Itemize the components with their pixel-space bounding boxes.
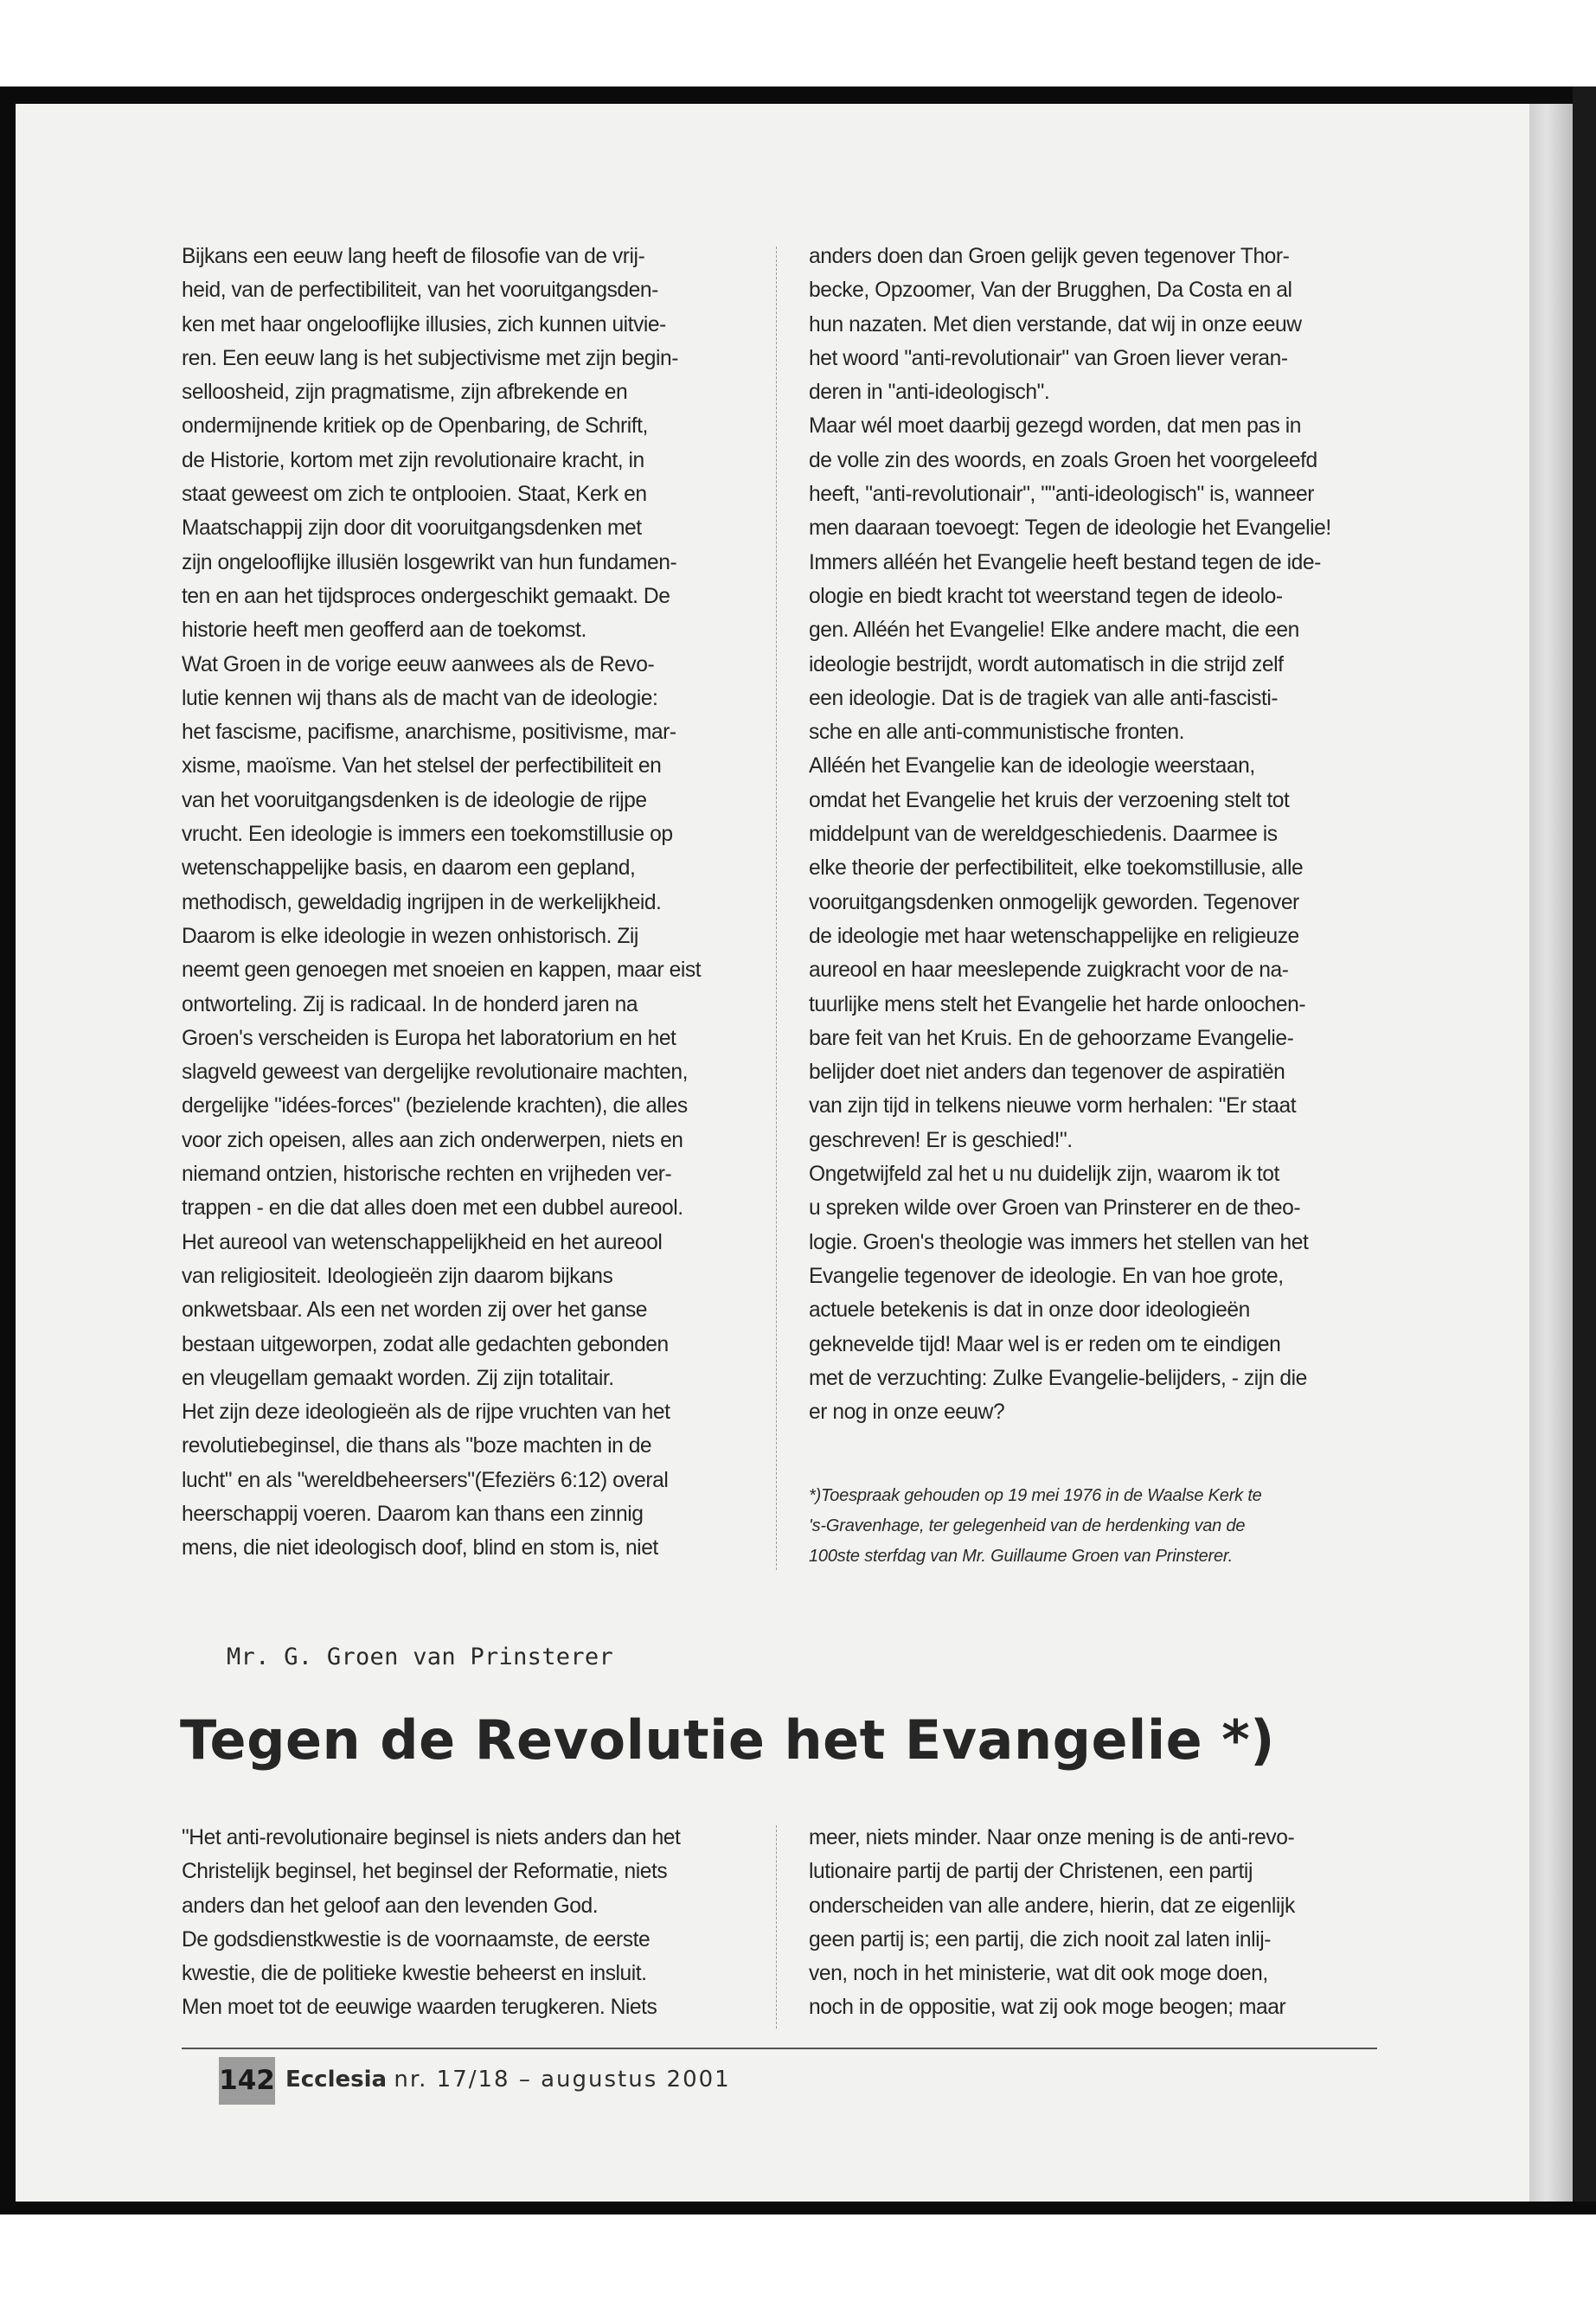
text-line: vrucht. Een ideologie is immers een toekomstillusie op [182,823,673,847]
text-line: dergelijke "idées-forces" (bezielende krachten), die alles [182,1094,688,1118]
portrait-caption: Mr. G. Groen van Prinsterer [227,1644,613,1670]
issue-info: nr. 17/18 – augustus 2001 [394,2067,731,2093]
text-line: Het aureool van wetenschappelijkheid en het aureool [182,1230,663,1254]
text-line: methodisch, geweldadig ingrijpen in de werkelijkheid. [182,890,662,914]
text-line: bare feit van het Kruis. En de gehoorzame Evangelie- [809,1026,1294,1050]
footer-masthead [285,2067,731,2093]
text-line: de volle zin des woords, en zoals Groen het voorgeleefd [809,448,1317,472]
text-line: xisme, maoïsme. Van het stelsel der perfectibiliteit en [182,754,662,779]
text-line: heid, van de perfectibiliteit, van het vooruitgangsden- [182,279,658,303]
text-line: "Het anti-revolutionaire beginsel is niets anders dan het [182,1826,681,1849]
text-line: onderscheiden van alle andere, hierin, dat ze eigenlijk [809,1894,1295,1918]
footer-rule [182,2048,1377,2049]
scan-border-top [0,87,1596,104]
text-line: revolutiebeginsel, die thans als "boze machten in de [182,1434,652,1458]
text-line: trappen - en die dat alles doen met een dubbel aureool. [182,1196,683,1221]
article-column-top-right [809,240,1384,1429]
text-line: en vleugellam gemaakt worden. Zij zijn totalitair. [182,1366,614,1390]
text-line: De godsdienstkwestie is de voornaamste, de eerste [182,1927,651,1952]
column-divider-bottom [776,1825,777,2029]
text-line: het fascisme, pacifisme, anarchisme, positivisme, mar- [182,721,676,745]
text-line: de ideologie met haar wetenschappelijke en religieuze [809,924,1299,948]
text-line: een ideologie. Dat is de tragiek van alle anti-fascisti- [809,686,1279,710]
page-number: 142 [219,2057,275,2105]
text-line: *)Toespraak gehouden op 19 mei 1976 in de Waalse Kerk te [809,1486,1262,1505]
text-line: Bijkans een eeuw lang heeft de filosofie van de vrij- [182,245,645,268]
text-line: lucht" en als "wereldbeheersers"(Efeziërs 6:12) overal [182,1468,669,1492]
text-line: noch in de oppositie, wat zij ook moge beogen; maar [809,1996,1286,2020]
text-line: omdat het Evangelie het kruis der verzoening stelt tot [809,788,1290,812]
text-line: ven, noch in het ministerie, wat dit ook moge doen, [809,1962,1268,1986]
text-line: hun nazaten. Met dien verstande, dat wij in onze eeuw [809,312,1302,336]
text-line: tuurlijke mens stelt het Evangelie het harde onloochen- [809,992,1306,1016]
text-line: van religiositeit. Ideologieën zijn daarom bijkans [182,1264,613,1288]
text-line: slagveld geweest van dergelijke revolutionaire machten, [182,1061,688,1085]
text-line: aureool en haar meeslepende zuigkracht voor de na- [809,958,1289,983]
text-line: vooruitgangsdenken onmogelijk geworden. Tegenover [809,890,1299,914]
text-line: bestaan uitgeworpen, zodat alle gedachten gebonden [182,1332,669,1356]
text-line: staat geweest om zich te ontplooien. Staat, Kerk en [182,483,647,507]
text-line: heerschappij voeren. Daarom kan thans een zinnig [182,1502,644,1526]
text-line: Men moet tot de eeuwige waarden terugkeren. Niets [182,1996,657,2020]
text-line: Wat Groen in de vorige eeuw aanwees als de Revo- [182,652,655,676]
text-line: heeft, "anti-revolutionair", ""anti-ideologisch" is, wanneer [809,483,1314,507]
text-line: mens, die niet ideologisch doof, blind en stom is, niet [182,1536,658,1561]
text-line: anders dan het geloof aan den levenden God. [182,1894,599,1918]
text-line: Groen's verscheiden is Europa het laboratorium en het [182,1026,676,1050]
text-line: niemand ontzien, historische rechten en vrijheden ver- [182,1163,672,1187]
text-line: met de verzuchting: Zulke Evangelie-belijders, - zijn die [809,1366,1307,1390]
text-line: ontworteling. Zij is radicaal. In de honderd jaren na [182,992,638,1016]
scan-border-left [0,87,16,2214]
text-line: zijn ongelooflijke illusiën losgewrikt van hun fundamen- [182,550,677,574]
text-line: Ongetwijfeld zal het u nu duidelijk zijn, waarom ik tot [809,1163,1279,1187]
text-line: becke, Opzoomer, Van der Brugghen, Da Costa en al [809,279,1292,303]
footnote [809,1481,1384,1572]
text-line: kwestie, die de politieke kwestie beheerst en insluit. [182,1962,647,1986]
text-line: Alléén het Evangelie kan de ideologie weerstaan, [809,754,1255,779]
text-line: Maatschappij zijn door dit vooruitgangsdenken met [182,516,642,541]
text-line: 100ste sterfdag van Mr. Guillaume Groen van Prinsterer. [809,1547,1233,1566]
text-line: geknevelde tijd! Maar wel is er reden om te eindigen [809,1332,1281,1356]
text-line: men daaraan toevoegt: Tegen de ideologie het Evangelie! [809,516,1331,541]
text-line: 's-Gravenhage, ter gelegenheid van de herdenking van de [809,1516,1246,1535]
text-line: belijder doet niet anders dan tegenover de aspiratiën [809,1061,1285,1085]
text-line: ren. Een eeuw lang is het subjectivisme met zijn begin- [182,346,679,370]
page-edge-shadow [1529,104,1573,2202]
text-line: gen. Alléén het Evangelie! Elke andere macht, die een [809,619,1299,643]
text-line: Evangelie tegenover de ideologie. En van hoe grote, [809,1264,1284,1288]
magazine-name: Ecclesia [285,2067,388,2093]
text-line: onkwetsbaar. Als een net worden zij over het ganse [182,1298,648,1323]
article-column-bottom-right [809,1821,1384,2025]
text-line: er nog in onze eeuw? [809,1400,1005,1425]
text-line: historie heeft men geofferd aan de toekomst. [182,619,586,643]
text-line: van het vooruitgangsdenken is de ideologie de rijpe [182,788,647,812]
article-column-top-left [182,240,757,1566]
text-line: sche en alle anti-communistische fronten. [809,721,1185,745]
article-headline: Tegen de Revolutie het Evangelie *) [180,1708,1275,1772]
text-line: neemt geen genoegen met snoeien en kappen, maar eist [182,958,702,983]
text-line: ken met haar ongelooflijke illusies, zich kunnen uitvie- [182,312,666,336]
text-line: Het zijn deze ideologieën als de rijpe vruchten van het [182,1400,670,1425]
text-line: deren in "anti-ideologisch". [809,381,1050,405]
scan-border-right [1573,87,1596,2214]
text-line: voor zich opeisen, alles aan zich onderwerpen, niets en [182,1128,683,1152]
text-line: de Historie, kortom met zijn revolutionaire kracht, in [182,448,644,472]
article-column-bottom-left [182,1821,757,2025]
text-line: selloosheid, zijn pragmatisme, zijn afbrekende en [182,381,628,405]
text-line: Maar wél moet daarbij gezegd worden, dat men pas in [809,414,1301,439]
text-line: elke theorie der perfectibiliteit, elke toekomstillusie, alle [809,856,1304,881]
text-line: van zijn tijd in telkens nieuwe vorm herhalen: "Er staat [809,1094,1297,1118]
text-line: het woord "anti-revolutionair" van Groen liever veran- [809,346,1288,370]
text-line: ten en aan het tijdsproces ondergeschikt gemaakt. De [182,584,670,608]
text-line: ideologie bestrijdt, wordt automatisch in die strijd zelf [809,652,1284,676]
text-line: meer, niets minder. Naar onze mening is de anti-revo- [809,1826,1295,1849]
text-line: geen partij is; een partij, die zich nooit zal laten inlij- [809,1927,1271,1952]
text-line: lutie kennen wij thans als de macht van de ideologie: [182,686,658,710]
text-line: ologie en biedt kracht tot weerstand tegen de ideolo- [809,584,1283,608]
text-line: ondermijnende kritiek op de Openbaring, de Schrift, [182,414,648,439]
text-line: wetenschappelijke basis, en daarom een gepland, [182,856,636,881]
text-line: Christelijk beginsel, het beginsel der Reformatie, niets [182,1860,668,1884]
text-line: lutionaire partij de partij der Christenen, een partij [809,1860,1253,1884]
text-line: anders doen dan Groen gelijk geven tegenover Thor- [809,245,1290,268]
text-line: middelpunt van de wereldgeschiedenis. Daarmee is [809,823,1278,847]
text-line: u spreken wilde over Groen van Prinsterer en de theo- [809,1196,1301,1221]
text-line: Daarom is elke ideologie in wezen onhistorisch. Zij [182,924,638,948]
text-line: Immers alléén het Evangelie heeft bestand tegen de ide- [809,550,1321,574]
column-divider-top [776,247,777,1570]
text-line: logie. Groen's theologie was immers het stellen van het [809,1230,1309,1254]
text-line: actuele betekenis is dat in onze door ideologieën [809,1298,1250,1323]
text-line: geschreven! Er is geschied!". [809,1128,1073,1152]
scan-border-bottom [0,2202,1596,2214]
